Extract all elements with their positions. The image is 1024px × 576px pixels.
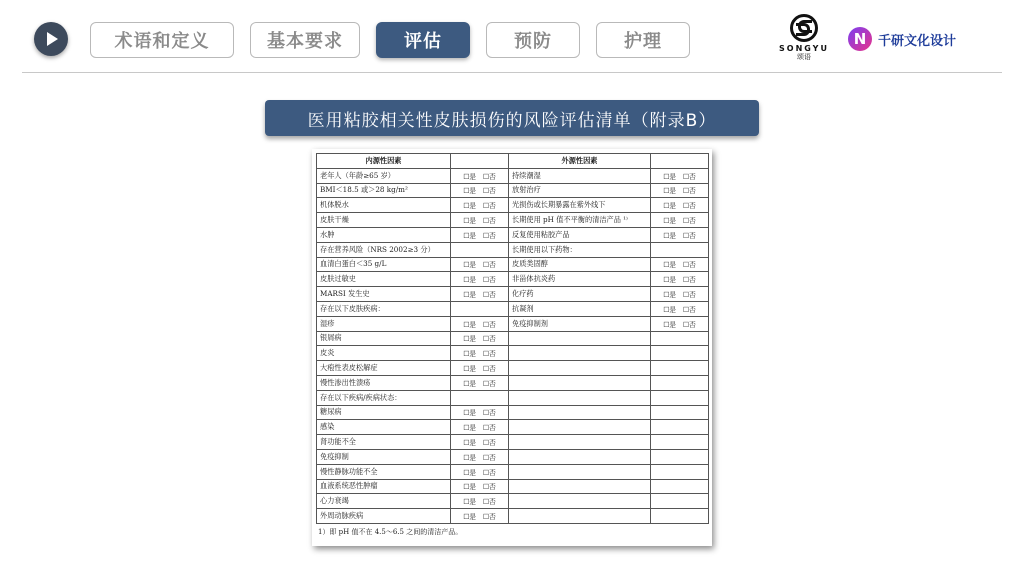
internal-factor-label: 湿疹 xyxy=(317,316,451,331)
table-row xyxy=(317,361,709,376)
option-spacer xyxy=(676,173,683,181)
internal-factor-options xyxy=(451,257,509,272)
option-spacer xyxy=(476,498,483,506)
no-checkbox[interactable]: ☐否 xyxy=(682,261,696,270)
yes-checkbox[interactable]: ☐是 xyxy=(463,276,477,285)
internal-factor-options xyxy=(451,227,509,242)
table-row xyxy=(317,198,709,213)
no-checkbox[interactable]: ☐否 xyxy=(482,379,496,388)
option-spacer xyxy=(476,439,483,447)
external-factor-options xyxy=(651,435,709,450)
no-checkbox[interactable]: ☐否 xyxy=(682,202,696,211)
no-checkbox[interactable]: ☐否 xyxy=(482,231,496,240)
external-factor-label: 化疗药 xyxy=(509,287,651,302)
yes-checkbox[interactable]: ☐是 xyxy=(663,276,677,285)
external-factor-options xyxy=(651,375,709,390)
internal-factor-options xyxy=(451,198,509,213)
external-factor-label: 免疫抑制剂 xyxy=(509,316,651,331)
table-row xyxy=(317,331,709,346)
external-factor-options xyxy=(651,287,709,302)
yes-checkbox[interactable]: ☐是 xyxy=(463,187,477,196)
external-factor-label: 非甾体抗炎药 xyxy=(509,272,651,287)
internal-factor-options xyxy=(451,494,509,509)
internal-factor-label: 慢性渗出性溃疡 xyxy=(317,375,451,390)
external-factor-label xyxy=(509,375,651,390)
external-factor-label xyxy=(509,464,651,479)
no-checkbox[interactable]: ☐否 xyxy=(482,513,496,522)
external-factor-label xyxy=(509,331,651,346)
yes-checkbox[interactable]: ☐是 xyxy=(463,350,477,359)
external-factor-options xyxy=(651,272,709,287)
external-factor-label xyxy=(509,479,651,494)
no-checkbox[interactable]: ☐否 xyxy=(682,320,696,329)
no-checkbox[interactable]: ☐否 xyxy=(682,276,696,285)
internal-factor-options xyxy=(451,272,509,287)
option-spacer xyxy=(476,469,483,477)
option-spacer xyxy=(476,217,483,225)
option-spacer xyxy=(476,232,483,240)
yes-checkbox[interactable]: ☐是 xyxy=(463,261,477,270)
checklist-body xyxy=(317,168,709,523)
external-factor-label: 长期使用以下药物： xyxy=(509,242,651,257)
option-spacer xyxy=(676,261,683,269)
table-row xyxy=(317,213,709,228)
internal-factor-label: 皮肤过敏史 xyxy=(317,272,451,287)
qianyan-logo-text: 千研文化设计 xyxy=(878,33,957,49)
no-checkbox[interactable]: ☐否 xyxy=(482,365,496,374)
external-factor-label: 皮质类固醇 xyxy=(509,257,651,272)
no-checkbox[interactable]: ☐否 xyxy=(482,291,496,300)
option-spacer xyxy=(476,513,483,521)
internal-factor-label: MARSI 发生史 xyxy=(317,287,451,302)
internal-factor-options xyxy=(451,375,509,390)
external-factor-options xyxy=(651,509,709,524)
internal-factor-options xyxy=(451,361,509,376)
external-factor-label: 光损伤或长期暴露在紫外线下 xyxy=(509,198,651,213)
no-checkbox[interactable]: ☐否 xyxy=(482,187,496,196)
tab-basic-requirements[interactable]: 基本要求 xyxy=(250,22,360,58)
external-factor-label xyxy=(509,449,651,464)
internal-factor-options xyxy=(451,390,509,405)
internal-factor-label: 存在以下疾病/疾病状态： xyxy=(317,390,451,405)
option-spacer xyxy=(476,409,483,417)
table-row xyxy=(317,346,709,361)
external-factor-label: 抗凝剂 xyxy=(509,301,651,316)
table-row xyxy=(317,509,709,524)
external-factor-label xyxy=(509,509,651,524)
no-checkbox[interactable]: ☐否 xyxy=(482,172,496,181)
external-factor-options xyxy=(651,213,709,228)
external-options-header xyxy=(651,154,709,169)
footnote: 1）即 pH 值不在 4.5～6.5 之间的清洁产品。 xyxy=(318,527,463,536)
option-spacer xyxy=(476,335,483,343)
internal-factor-options xyxy=(451,301,509,316)
risk-checklist-document xyxy=(312,149,712,546)
external-factor-options xyxy=(651,301,709,316)
internal-factor-label: 水肿 xyxy=(317,227,451,242)
external-factor-options xyxy=(651,449,709,464)
option-spacer xyxy=(476,187,483,195)
table-row xyxy=(317,272,709,287)
yes-checkbox[interactable]: ☐是 xyxy=(663,187,677,196)
no-checkbox[interactable]: ☐否 xyxy=(682,231,696,240)
option-spacer xyxy=(476,483,483,491)
table-row xyxy=(317,479,709,494)
internal-factor-label: 免疫抑制 xyxy=(317,449,451,464)
table-row xyxy=(317,287,709,302)
internal-factor-label: 皮炎 xyxy=(317,346,451,361)
yes-checkbox[interactable]: ☐是 xyxy=(463,513,477,522)
internal-factor-options xyxy=(451,213,509,228)
table-row xyxy=(317,464,709,479)
no-checkbox[interactable]: ☐否 xyxy=(482,335,496,344)
yes-checkbox[interactable]: ☐是 xyxy=(463,409,477,418)
internal-factor-label: 血清白蛋白＜35 g/L xyxy=(317,257,451,272)
yes-checkbox[interactable]: ☐是 xyxy=(463,498,477,507)
internal-factor-label: 存在营养风险（NRS 2002≥3 分） xyxy=(317,242,451,257)
no-checkbox[interactable]: ☐否 xyxy=(482,453,496,462)
internal-factor-options xyxy=(451,168,509,183)
internal-factor-options xyxy=(451,435,509,450)
external-factor-label xyxy=(509,390,651,405)
no-checkbox[interactable]: ☐否 xyxy=(482,217,496,226)
external-factor-options xyxy=(651,405,709,420)
external-factor-options xyxy=(651,479,709,494)
no-checkbox[interactable]: ☐否 xyxy=(482,424,496,433)
qianyan-logo xyxy=(848,26,956,52)
option-spacer xyxy=(476,350,483,358)
no-checkbox[interactable]: ☐否 xyxy=(482,261,496,270)
internal-factor-options xyxy=(451,183,509,198)
yes-checkbox[interactable]: ☐是 xyxy=(463,320,477,329)
table-row xyxy=(317,435,709,450)
external-factors-header: 外源性因素 xyxy=(509,154,651,169)
no-checkbox[interactable]: ☐否 xyxy=(682,172,696,181)
external-factor-options xyxy=(651,331,709,346)
qianyan-logo-icon: N xyxy=(848,27,872,51)
option-spacer xyxy=(676,217,683,225)
option-spacer xyxy=(676,291,683,299)
yes-checkbox[interactable]: ☐是 xyxy=(463,217,477,226)
no-checkbox[interactable]: ☐否 xyxy=(682,305,696,314)
table-row xyxy=(317,494,709,509)
table-header-row xyxy=(317,154,709,169)
option-spacer xyxy=(476,261,483,269)
external-factor-label xyxy=(509,494,651,509)
table-row xyxy=(317,257,709,272)
yes-checkbox[interactable]: ☐是 xyxy=(463,365,477,374)
external-factor-options xyxy=(651,316,709,331)
yes-checkbox[interactable]: ☐是 xyxy=(663,291,677,300)
yes-checkbox[interactable]: ☐是 xyxy=(463,453,477,462)
external-factor-options xyxy=(651,227,709,242)
external-factor-options xyxy=(651,346,709,361)
internal-factor-label: 银屑病 xyxy=(317,331,451,346)
internal-factor-label: 外周动脉疾病 xyxy=(317,509,451,524)
option-spacer xyxy=(676,276,683,284)
internal-factor-label: 机体脱水 xyxy=(317,198,451,213)
option-spacer xyxy=(476,321,483,329)
internal-factor-label: BMI＜18.5 或＞28 kg/m² xyxy=(317,183,451,198)
external-factor-options xyxy=(651,361,709,376)
songyu-logo xyxy=(776,14,832,60)
yes-checkbox[interactable]: ☐是 xyxy=(463,483,477,492)
yes-checkbox[interactable]: ☐是 xyxy=(463,439,477,448)
internal-factor-label: 肾功能不全 xyxy=(317,435,451,450)
no-checkbox[interactable]: ☐否 xyxy=(482,202,496,211)
external-factor-options xyxy=(651,494,709,509)
yes-checkbox[interactable]: ☐是 xyxy=(463,231,477,240)
option-spacer xyxy=(476,380,483,388)
internal-options-header xyxy=(451,154,509,169)
songyu-logo-en: SONGYU xyxy=(779,44,829,53)
internal-factor-label: 慢性静脉功能不全 xyxy=(317,464,451,479)
table-row xyxy=(317,405,709,420)
risk-checklist-table xyxy=(316,153,709,524)
internal-factor-options xyxy=(451,287,509,302)
table-row xyxy=(317,183,709,198)
external-factor-label: 持续潮湿 xyxy=(509,168,651,183)
external-factor-label: 放射治疗 xyxy=(509,183,651,198)
external-factor-options xyxy=(651,168,709,183)
no-checkbox[interactable]: ☐否 xyxy=(482,498,496,507)
external-factor-options xyxy=(651,464,709,479)
option-spacer xyxy=(476,454,483,462)
no-checkbox[interactable]: ☐否 xyxy=(482,276,496,285)
option-spacer xyxy=(676,321,683,329)
yes-checkbox[interactable]: ☐是 xyxy=(463,335,477,344)
yes-checkbox[interactable]: ☐是 xyxy=(663,202,677,211)
internal-factor-label: 老年人（年龄≥65 岁） xyxy=(317,168,451,183)
yes-checkbox[interactable]: ☐是 xyxy=(663,217,677,226)
table-row xyxy=(317,242,709,257)
no-checkbox[interactable]: ☐否 xyxy=(482,439,496,448)
internal-factor-options xyxy=(451,316,509,331)
yes-checkbox[interactable]: ☐是 xyxy=(463,202,477,211)
tab-terms-definitions[interactable]: 术语和定义 xyxy=(90,22,234,58)
internal-factor-label: 糖尿病 xyxy=(317,405,451,420)
header-divider xyxy=(22,72,1002,73)
internal-factor-label: 心力衰竭 xyxy=(317,494,451,509)
no-checkbox[interactable]: ☐否 xyxy=(482,350,496,359)
yes-checkbox[interactable]: ☐是 xyxy=(663,231,677,240)
table-row xyxy=(317,390,709,405)
option-spacer xyxy=(476,202,483,210)
external-factor-options xyxy=(651,198,709,213)
page-title: 医用粘胶相关性皮肤损伤的风险评估清单（附录B） xyxy=(265,100,759,136)
table-row xyxy=(317,375,709,390)
table-row xyxy=(317,316,709,331)
internal-factor-options xyxy=(451,242,509,257)
external-factor-label xyxy=(509,346,651,361)
play-icon[interactable] xyxy=(34,22,68,56)
no-checkbox[interactable]: ☐否 xyxy=(682,187,696,196)
external-factor-options xyxy=(651,420,709,435)
tab-care[interactable]: 护理 xyxy=(596,22,690,58)
option-spacer xyxy=(476,276,483,284)
no-checkbox[interactable]: ☐否 xyxy=(682,217,696,226)
external-factor-label: 长期使用 pH 值不平衡的清洁产品 ¹⁾ xyxy=(509,213,651,228)
internal-factor-options xyxy=(451,405,509,420)
yes-checkbox[interactable]: ☐是 xyxy=(463,379,477,388)
external-factor-label xyxy=(509,405,651,420)
internal-factor-options xyxy=(451,509,509,524)
tab-prevention[interactable]: 预防 xyxy=(486,22,580,58)
option-spacer xyxy=(676,202,683,210)
internal-factor-options xyxy=(451,420,509,435)
no-checkbox[interactable]: ☐否 xyxy=(482,483,496,492)
internal-factor-label: 血液系统恶性肿瘤 xyxy=(317,479,451,494)
yes-checkbox[interactable]: ☐是 xyxy=(463,424,477,433)
external-factor-label: 反复使用粘胶产品 xyxy=(509,227,651,242)
option-spacer xyxy=(676,187,683,195)
yes-checkbox[interactable]: ☐是 xyxy=(663,261,677,270)
table-row xyxy=(317,227,709,242)
internal-factor-options xyxy=(451,464,509,479)
external-factor-options xyxy=(651,390,709,405)
internal-factor-options xyxy=(451,449,509,464)
yes-checkbox[interactable]: ☐是 xyxy=(463,468,477,477)
external-factor-label xyxy=(509,361,651,376)
option-spacer xyxy=(676,306,683,314)
internal-factor-options xyxy=(451,346,509,361)
yes-checkbox[interactable]: ☐是 xyxy=(463,172,477,181)
table-row xyxy=(317,168,709,183)
internal-factor-label: 皮肤干燥 xyxy=(317,213,451,228)
external-factor-label xyxy=(509,420,651,435)
external-factor-options xyxy=(651,183,709,198)
option-spacer xyxy=(476,291,483,299)
yes-checkbox[interactable]: ☐是 xyxy=(663,320,677,329)
internal-factor-label: 存在以下皮肤疾病： xyxy=(317,301,451,316)
option-spacer xyxy=(476,173,483,181)
table-row xyxy=(317,301,709,316)
internal-factor-options xyxy=(451,331,509,346)
external-factor-options xyxy=(651,242,709,257)
external-factor-label xyxy=(509,435,651,450)
internal-factor-label: 感染 xyxy=(317,420,451,435)
internal-factors-header: 内源性因素 xyxy=(317,154,451,169)
internal-factor-label: 大疱性表皮松解症 xyxy=(317,361,451,376)
table-row xyxy=(317,449,709,464)
no-checkbox[interactable]: ☐否 xyxy=(482,409,496,418)
external-factor-options xyxy=(651,257,709,272)
option-spacer xyxy=(676,232,683,240)
no-checkbox[interactable]: ☐否 xyxy=(482,468,496,477)
option-spacer xyxy=(476,424,483,432)
tab-assessment[interactable]: 评估 xyxy=(376,22,470,58)
option-spacer xyxy=(476,365,483,373)
songyu-logo-cn: 颂语 xyxy=(797,53,811,61)
yes-checkbox[interactable]: ☐是 xyxy=(663,172,677,181)
internal-factor-options xyxy=(451,479,509,494)
table-row xyxy=(317,420,709,435)
no-checkbox[interactable]: ☐否 xyxy=(482,320,496,329)
yes-checkbox[interactable]: ☐是 xyxy=(463,291,477,300)
no-checkbox[interactable]: ☐否 xyxy=(682,291,696,300)
songyu-logo-icon xyxy=(790,14,818,42)
yes-checkbox[interactable]: ☐是 xyxy=(663,305,677,314)
